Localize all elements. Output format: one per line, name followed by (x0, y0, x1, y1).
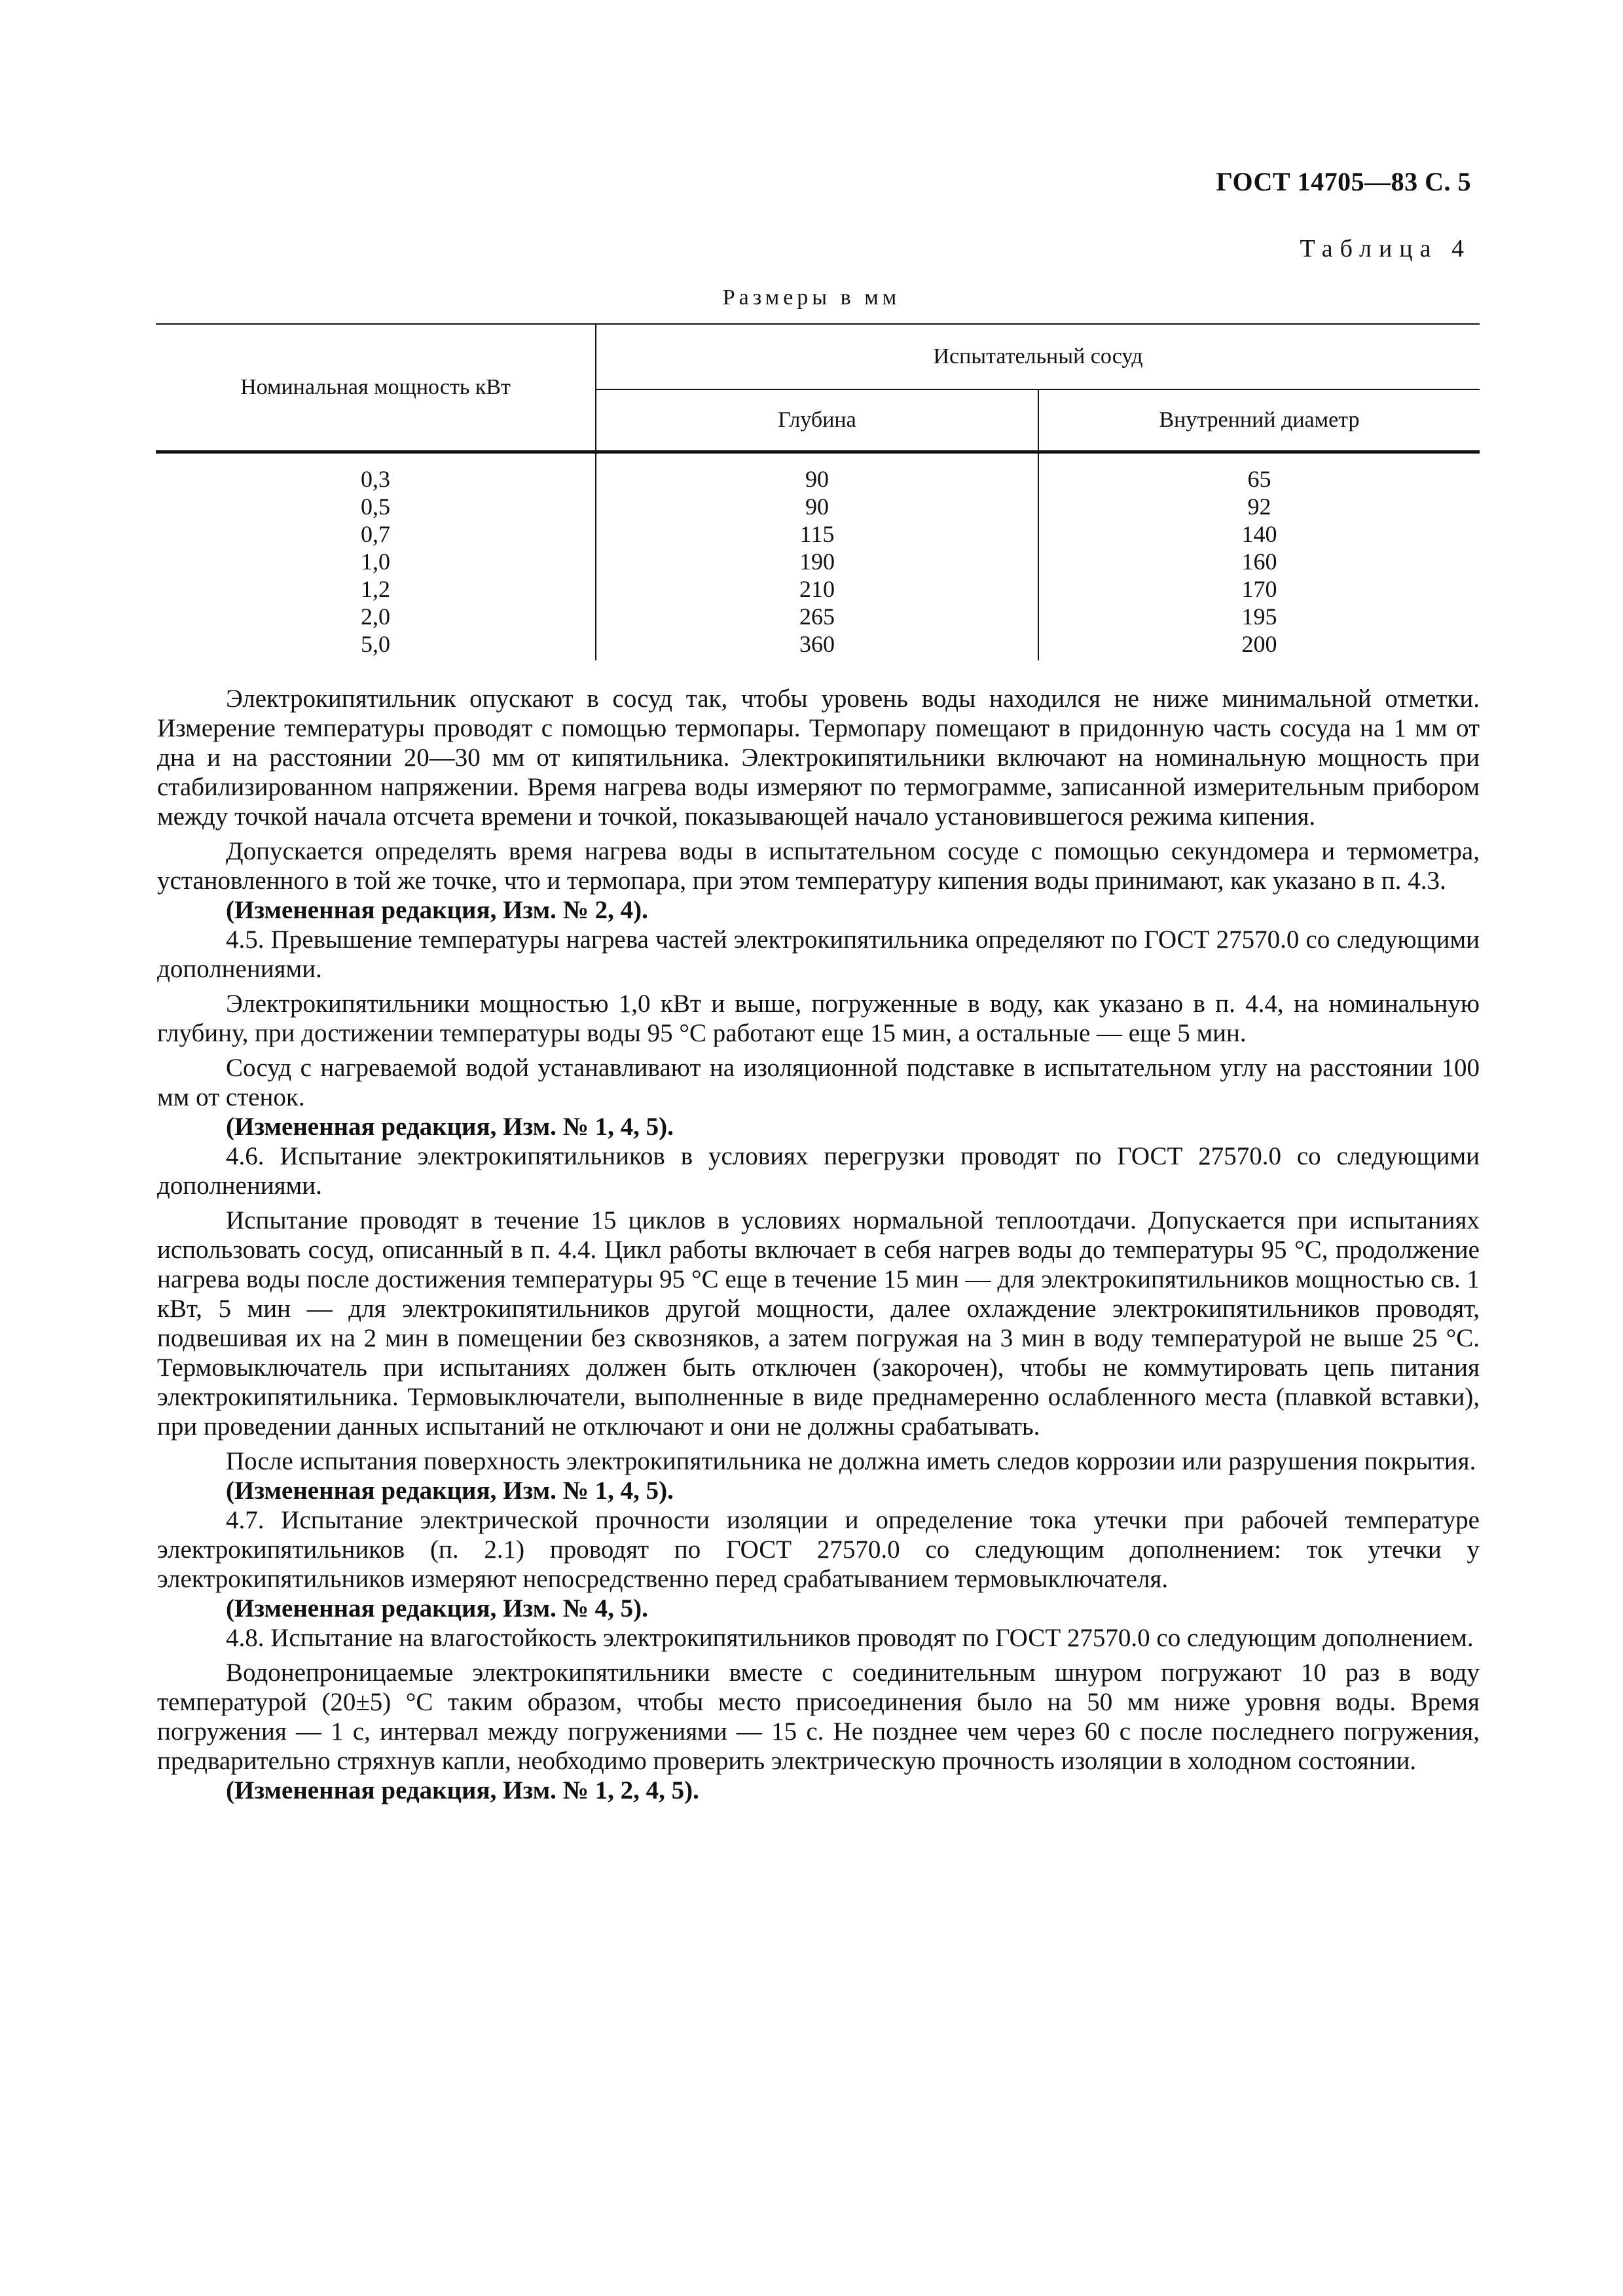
power-value: 0,3 (361, 466, 390, 492)
diameter-column (1038, 452, 1480, 661)
paragraph: 4.6. Испытание электрокипятильников в условиях перегрузки проводят по ГОСТ 27570.0 со следующими дополнениями. (157, 1142, 1480, 1200)
table-caption: Таблица 4 (1300, 235, 1471, 262)
diameter-value: 92 (1247, 493, 1271, 520)
diameter-value: 160 (1241, 548, 1277, 575)
header-depth: Глубина (596, 389, 1038, 452)
power-value: 1,2 (361, 576, 390, 602)
paragraph: 4.7. Испытание электрической прочности изоляции и определение тока утечки при рабочей температуре электрокипятильников (п. 2.1) проводят по ГОСТ 27570.0 со следующим дополнением: ток утечки у электрокипятильников измеряют непосредственно перед срабатыванием термовыключателя. (157, 1506, 1480, 1593)
diameter-value: 170 (1241, 576, 1277, 602)
paragraph: 4.5. Превышение температуры нагрева частей электрокипятильника определяют по ГОСТ 27570.0 со следующими дополнениями. (157, 925, 1480, 983)
paragraph: После испытания поверхность электрокипятильника не должна иметь следов коррозии или разрушения покрытия. (226, 1447, 1476, 1475)
amendment-note: (Измененная редакция, Изм. № 2, 4). (226, 896, 648, 924)
depth-column (596, 452, 1038, 661)
diameter-value: 200 (1241, 631, 1277, 657)
dimensions-table (156, 323, 1480, 660)
header-inner-diameter: Внутренний диаметр (1038, 389, 1480, 452)
depth-value: 90 (805, 493, 829, 520)
paragraph: Испытание проводят в течение 15 циклов в условиях нормальной теплоотдачи. Допускается при испытаниях использовать сосуд, описанный в п. 4.4. Цикл работы включает в себя нагрев воды до температуры 95 °С, продолжение нагрева воды после достижения температуры 95 °С еще в течение 15 мин — для электрокипятильников мощностью св. 1 кВт, 5 мин — для электрокипятильников другой мощности, далее охлаждение электрокипятильников проводят, подвешивая их на 2 мин в помещении без сквозняков, а затем погружая на 3 мин в воду температурой не выше 25 °С. Термовыключатель при испытаниях должен быть отключен (закорочен), чтобы не коммутировать цепь питания электрокипятильника. Термовыключатели, выполненные в виде преднамеренно ослабленного места (плавкой вставки), при проведении данных испытаний не отключают и они не должны срабатывать. (157, 1206, 1480, 1441)
amendment-note: (Измененная редакция, Изм. № 1, 2, 4, 5). (226, 1776, 699, 1804)
amendment-note: (Измененная редакция, Изм. № 4, 5). (226, 1594, 648, 1623)
diameter-value: 65 (1247, 466, 1271, 492)
paragraph: Водонепроницаемые электрокипятильники вместе с соединительным шнуром погружают 10 раз в воду температурой (20±5) °С таким образом, чтобы место присоединения было на 50 мм ниже уровня воды. Время погружения — 1 с, интервал между погружениями — 15 с. Не позднее чем через 60 с после последнего погружения, предварительно стряхнув капли, необходимо проверить электрическую прочность изоляции в холодном состоянии. (157, 1659, 1480, 1775)
power-column (156, 452, 596, 661)
amendment-note: (Измененная редакция, Изм. № 1, 4, 5). (226, 1477, 674, 1505)
depth-value: 115 (799, 521, 835, 547)
paragraph: Допускается определять время нагрева воды в испытательном сосуде с помощью секундомера и термометра, установленного в той же точке, что и термопара, при этом температуру кипения воды принимают, как указано в п. 4.3. (157, 837, 1480, 895)
depth-value: 90 (805, 466, 829, 492)
page-header: ГОСТ 14705—83 С. 5 (1216, 167, 1471, 196)
power-value: 2,0 (361, 603, 390, 630)
header-test-vessel: Испытательный сосуд (596, 324, 1480, 389)
document-body (157, 684, 1480, 1805)
depth-value: 360 (799, 631, 835, 657)
paragraph: Электрокипятильники мощностью 1,0 кВт и выше, погруженные в воду, как указано в п. 4.4, на номинальную глубину, при достижении температуры воды 95 °С работают еще 15 мин, а остальные — еще 5 мин. (157, 990, 1480, 1047)
header-nominal-power: Номинальная мощность кВт (156, 324, 596, 452)
power-value: 0,5 (361, 493, 390, 520)
table-units: Размеры в мм (722, 285, 901, 310)
depth-value: 190 (799, 548, 835, 575)
depth-value: 265 (799, 603, 835, 630)
diameter-value: 195 (1241, 603, 1277, 630)
power-value: 5,0 (361, 631, 390, 657)
paragraph: Сосуд с нагреваемой водой устанавливают на изоляционной подставке в испытательном углу на расстоянии 100 мм от стенок. (157, 1054, 1480, 1111)
power-value: 1,0 (361, 548, 390, 575)
paragraph: Электрокипятильник опускают в сосуд так, чтобы уровень воды находился не ниже минимальной отметки. Измерение температуры проводят с помощью термопары. Термопару помещают в придонную часть сосуда на 1 мм от дна и на расстоянии 20—30 мм от кипятильника. Электрокипятильники включают на номинальную мощность при стабилизированном напряжении. Время нагрева воды измеряют по термограмме, записанной измерительным прибором между точкой начала отсчета времени и точкой, показывающей начало установившегося режима кипения. (157, 685, 1480, 831)
amendment-note: (Измененная редакция, Изм. № 1, 4, 5). (226, 1113, 674, 1141)
depth-value: 210 (799, 576, 835, 602)
power-value: 0,7 (361, 521, 390, 547)
diameter-value: 140 (1241, 521, 1277, 547)
table-body-row (156, 452, 1480, 661)
paragraph: 4.8. Испытание на влагостойкость электрокипятильников проводят по ГОСТ 27570.0 со следующим дополнением. (226, 1624, 1474, 1652)
